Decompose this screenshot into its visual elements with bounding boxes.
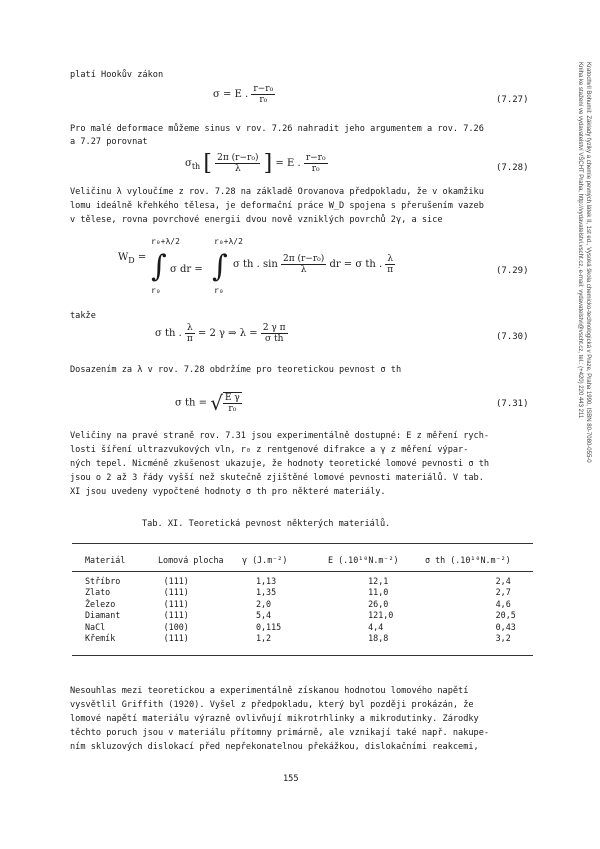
equation-7-28-label: (7.28) [496, 163, 529, 173]
table-cell: 2,0 [255, 598, 272, 609]
paragraph-griffith-line3: lomové napětí materiálu výrazně ovlivňují mikrotrhlinky a mikrodutinky. Zárodky [70, 714, 479, 724]
header-gamma: γ (J.m⁻²) [242, 554, 288, 565]
header-material: Materiál [85, 554, 126, 565]
equation-7-28: $\sigma_{th}$ [ $\frac{\text{2π (r−r₀)}}{\lambda}$ ] = E . $\frac{\text{r−r₀}}{\text{r₀}}$ [185, 151, 326, 176]
sin-arg-num: 2π (r−r₀) [282, 254, 325, 264]
table-row [85, 610, 600, 622]
paragraph-orowan-line1: Veličinu λ vyloučíme z rov. 7.28 na základě Orovanova předpokladu, že v okamžiku [70, 187, 484, 197]
integral-sign-2: ∫ [212, 249, 228, 284]
equation-7-28-bracket-den: λ [234, 164, 241, 174]
side-citation-line2: Kniha ke stažení ve vydavatelství VŠCHT Praha, http://vydavatelstvi.vscht.cz, e-mail: vydavatelstvi@vscht.cz, tel.: (+420) 220 443 211 [577, 62, 583, 419]
paragraph-small-deformations-line2: a 7.27 porovnat [70, 137, 148, 147]
table-bottom-rule [72, 655, 533, 656]
table-cell: NaCl [85, 621, 106, 632]
table-cell: 1,35 [255, 587, 277, 598]
equation-7-28-sigma: σ [185, 158, 192, 169]
tail-num: λ [387, 254, 394, 264]
paragraph-griffith-line2: vysvětlil Griffith (1920). Vyšel z předpokladu, který byl později prokázán, že [70, 700, 474, 710]
table-cell: 0,43 [495, 621, 516, 632]
table-row [85, 633, 600, 645]
table-cell: 4,6 [495, 598, 511, 609]
table-body [85, 575, 600, 644]
paragraph-experimental-line1: Veličiny na pravé straně rov. 7.31 jsou experimentálně dostupné: E z měření rych- [70, 431, 490, 441]
table-cell: Stříbro [85, 575, 121, 586]
table-cell: Železo [85, 598, 116, 609]
header-sigma-th: σ th (.10¹⁰N.m⁻²) [425, 554, 511, 565]
table-cell: 3,2 [495, 633, 511, 644]
paragraph-hooke: platí Hookův zákon [70, 70, 164, 80]
equation-7-30: σ th . $\frac{\lambda}{\pi}$ = 2 γ ⇒ λ = $\frac{\text{2 γ π}}{\text{σ th}}$ [155, 323, 286, 344]
integral-2-upper: r₀+λ/2 [214, 237, 243, 246]
table-cell: 0,115 [255, 621, 282, 632]
equation-7-28-den: r₀ [311, 164, 320, 174]
table-row [85, 587, 600, 599]
tail-den: π [387, 265, 394, 275]
table-cell: 26,0 [368, 598, 389, 609]
sin-arg-den: λ [300, 265, 307, 275]
equation-7-29-label: (7.29) [496, 266, 529, 276]
table-header-rule [72, 571, 533, 572]
table-row [85, 575, 600, 587]
table-cell: 1,2 [255, 633, 272, 644]
paragraph-takze: takže [70, 311, 96, 321]
table-cell: (111) [163, 587, 189, 598]
equation-7-28-mid: = E . [275, 158, 301, 169]
paragraph-orowan-line2: lomu ideálně křehkého tělesa, je deformační práce W_D spojena s přerušením vazeb [70, 201, 484, 211]
equation-7-27-label: (7.27) [496, 95, 529, 105]
table-caption: Tab. XI. Teoretická pevnost některých materiálů. [142, 519, 391, 529]
side-citation-line1: Kratochvíl Bohumil: Základy fyziky a chemie pevných látek II, 1st ed., Vysoká škola chemicko-technologická v Praze, Praha 1990, ISBN 80-7080-055-0 [585, 62, 591, 463]
paragraph-griffith-line5: ním skluzových dislokací před nepřekonatelnou překážkou, dislokačními reakcemi, [70, 742, 479, 752]
equation-7-27-lhs: σ = E . [213, 89, 249, 100]
paragraph-experimental-line2: losti šíření ultrazvukových vln, r₀ z rentgenové difrakce a γ z měření výpar- [70, 445, 469, 455]
table-cell: (111) [163, 610, 189, 621]
table-cell: Diamant [85, 610, 121, 621]
equation-7-31-label: (7.31) [496, 399, 529, 409]
equation-7-29-lhs: $W_D$ = [118, 252, 147, 265]
paragraph-small-deformations-line1: Pro malé deformace můžeme sinus v rov. 7.26 nahradit jeho argumentem a rov. 7.26 [70, 124, 484, 134]
table-cell: 11,0 [368, 587, 389, 598]
table-cell: (111) [163, 575, 189, 586]
equation-7-31: σ th = √ $\frac{\text{E γ}}{\text{r₀}}$ [175, 391, 240, 415]
table-cell: 12,1 [368, 575, 389, 586]
paragraph-orowan-line3: v tělese, rovna povrchové energii dvou nově vzniklých povrchů 2γ, a sice [70, 215, 443, 225]
integral-1-lower: r₀ [151, 286, 161, 295]
table-cell: 18,8 [368, 633, 389, 644]
paragraph-experimental-line3: ných tepel. Nicméně zkušenost ukazuje, že hodnoty teoretické lomové pevnosti σ th [70, 459, 490, 469]
table-cell: (100) [163, 621, 189, 632]
table-cell: 4,4 [368, 621, 384, 632]
table-cell: (111) [163, 598, 189, 609]
equation-7-30-label: (7.30) [496, 332, 529, 342]
paragraph-experimental-line5: XI jsou uvedeny vypočtené hodnoty σ th pro některé materiály. [70, 487, 386, 497]
table-top-rule [72, 543, 533, 544]
table-cell: (111) [163, 633, 189, 644]
paragraph-dosazenim: Dosazením za λ v rov. 7.28 obdržíme pro teoretickou pevnost σ th [70, 365, 402, 375]
equation-7-27-den: r₀ [259, 95, 268, 105]
integral-1-body: σ dr = [170, 264, 203, 275]
equation-7-27-num: r−r₀ [253, 84, 274, 94]
paragraph-griffith-line4: těchto poruch jsou v materiálu přítomny primárně, ale vznikají také např. nakupe- [70, 728, 490, 738]
table-header-row [85, 554, 535, 566]
table-cell: 20,5 [495, 610, 516, 621]
equation-7-28-bracket-num: 2π (r−r₀) [217, 153, 259, 163]
integral-sign-1: ∫ [151, 249, 167, 284]
integral-2-body: σ th . sin $\frac{\text{2π (r−r₀)}}{\lambda}$ dr = σ th . $\frac{\lambda}{\pi}$ [233, 254, 394, 275]
header-modulus: E (.10¹⁰N.m⁻²) [328, 554, 399, 565]
table-header [85, 554, 535, 566]
equation-7-28-sub: th [191, 162, 201, 171]
table-cell: 1,13 [255, 575, 277, 586]
paragraph-griffith-line1: Nesouhlas mezi teoretickou a experimentálně získanou hodnotou lomového napětí [70, 686, 469, 696]
table-cell: 2,7 [495, 587, 511, 598]
equation-7-28-num: r−r₀ [305, 153, 326, 163]
table-cell: Zlato [85, 587, 111, 598]
page-number: 155 [283, 774, 299, 784]
integral-2-lower: r₀ [214, 286, 224, 295]
table-cell: 2,4 [495, 575, 511, 586]
header-plane: Lomová plocha [158, 554, 224, 565]
table-cell: Křemík [85, 633, 116, 644]
table-row [85, 598, 600, 610]
side-citation [576, 62, 592, 463]
table-row [85, 621, 600, 633]
table-cell: 121,0 [368, 610, 394, 621]
table-cell: 5,4 [255, 610, 272, 621]
integral-1-upper: r₀+λ/2 [151, 237, 180, 246]
paragraph-experimental-line4: jsou o 2 až 3 řády vyšší než skutečně zjištěné lomové pevnosti materiálů. V tab. [70, 473, 484, 483]
equation-7-27 [213, 84, 275, 105]
